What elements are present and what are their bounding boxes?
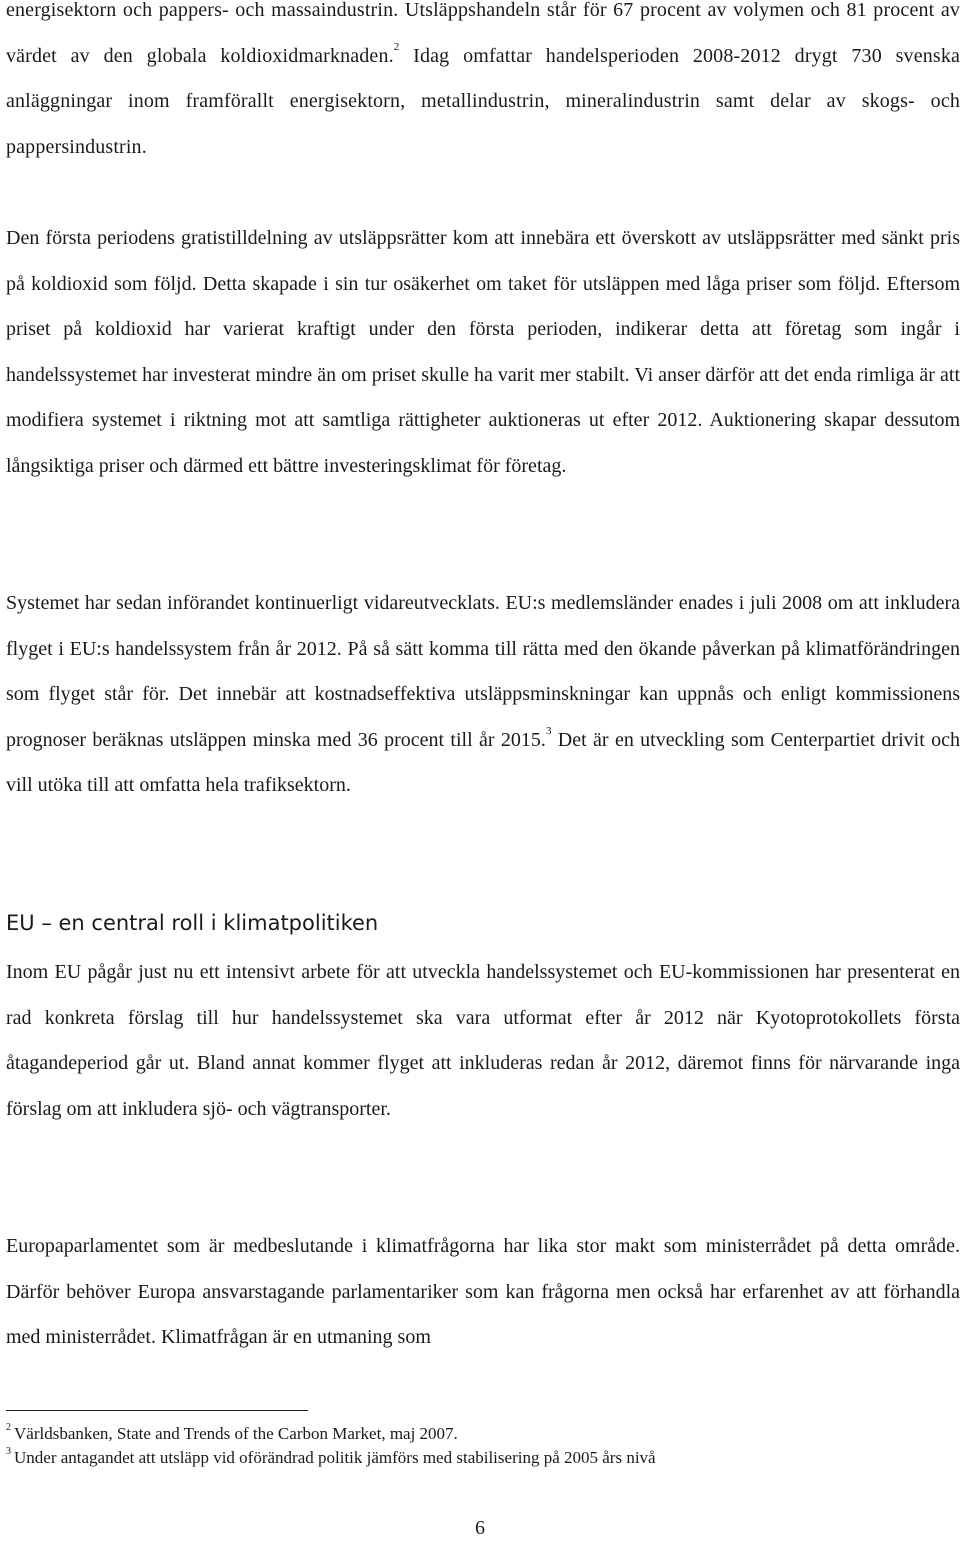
paragraph-system-development xyxy=(6,581,960,809)
footnote-3 xyxy=(6,1446,656,1470)
footnote-reference: 3 xyxy=(545,725,552,738)
paragraph-text: Systemet har sedan införandet kontinuerligt vidareutvecklats. EU:s medlemsländer enades i juli 2008 om att inkludera flyget i EU:s handelssystem från år 2012. På så sätt komma till rätta med den ökande påverkan på klimatförändringen som flyget står för. Det innebär att kostnadseffektiva utsläppsminskningar kan uppnås och enligt kommissionens prognoser beräknas utsläppen minska med 36 procent till år 2015. xyxy=(6,592,960,751)
footnote-number: 3 xyxy=(6,1446,11,1458)
page-number: 6 xyxy=(475,1517,485,1539)
footnote-divider xyxy=(6,1410,308,1411)
paragraph-text: Europaparlamentet som är medbeslutande i klimatfrågorna har lika stor makt som ministerrådet på detta område. Därför behöver Europa ansvarstagande parlamentariker som kan frågorna men också har erfarenhet av att förhandla med ministerrådet. Klimatfrågan är en utmaning som xyxy=(6,1235,960,1349)
paragraph-text: Det är en utveckling som Centerpartiet drivit och vill utöka till att omfatta hela trafiksektorn. xyxy=(6,728,960,797)
paragraph-text: Den första periodens gratistilldelning av utsläppsrätter kom att innebära ett överskott av utsläppsrätter med sänkt pris på koldioxid som följd. Detta skapade i sin tur osäkerhet om taket för utsläppen med låga priser som följd. Eftersom priset på koldioxid har varierat kraftigt under den första perioden, indikerar detta att företag som ingår i handelssystemet har investerat mindre än om priset skulle ha varit mer stabilt. Vi anser därför att det enda rimliga är att modifiera systemet i riktning mot att samtliga rättigheter auktioneras ut efter 2012. Auktionering skapar dessutom långsiktiga priser och därmed ett bättre investeringsklimat för företag. xyxy=(6,227,960,477)
footnote-number: 2 xyxy=(6,1422,11,1434)
footnote-reference: 2 xyxy=(393,40,400,53)
paragraph-european-parliament xyxy=(6,1224,960,1361)
footnote-2 xyxy=(6,1422,458,1446)
section-heading: EU – en central roll i klimatpolitiken xyxy=(6,911,379,935)
paragraph-free-allocation xyxy=(6,216,960,490)
paragraph-eu-work xyxy=(6,950,960,1132)
footnote-text: Världsbanken, State and Trends of the Carbon Market, maj 2007. xyxy=(14,1424,458,1443)
paragraph-text: energisektorn och pappers- och massaindustrin. Utsläppshandeln står för 67 procent av volymen och 81 procent av värdet av den globala koldioxidmarknaden. xyxy=(6,0,960,67)
paragraph-text: Idag omfattar handelsperioden 2008-2012 drygt 730 svenska anläggningar inom framförallt energisektorn, metallindustrin, mineralindustrin samt delar av skogs- och pappersindustrin. xyxy=(6,44,960,158)
paragraph-text: Inom EU pågår just nu ett intensivt arbete för att utveckla handelssystemet och EU-kommissionen har presenterat en rad konkreta förslag till hur handelssystemet ska vara utformat efter år 2012 när Kyotoprotokollets första åtagandeperiod går ut. Bland annat kommer flyget att inkluderas redan år 2012, däremot finns för närvarande inga förslag om att inkludera sjö- och vägtransporter. xyxy=(6,961,960,1120)
footnote-text: Under antagandet att utsläpp vid oförändrad politik jämförs med stabilisering på 2005 års nivå xyxy=(14,1448,656,1467)
paragraph-emissions-trading-share xyxy=(6,0,960,170)
